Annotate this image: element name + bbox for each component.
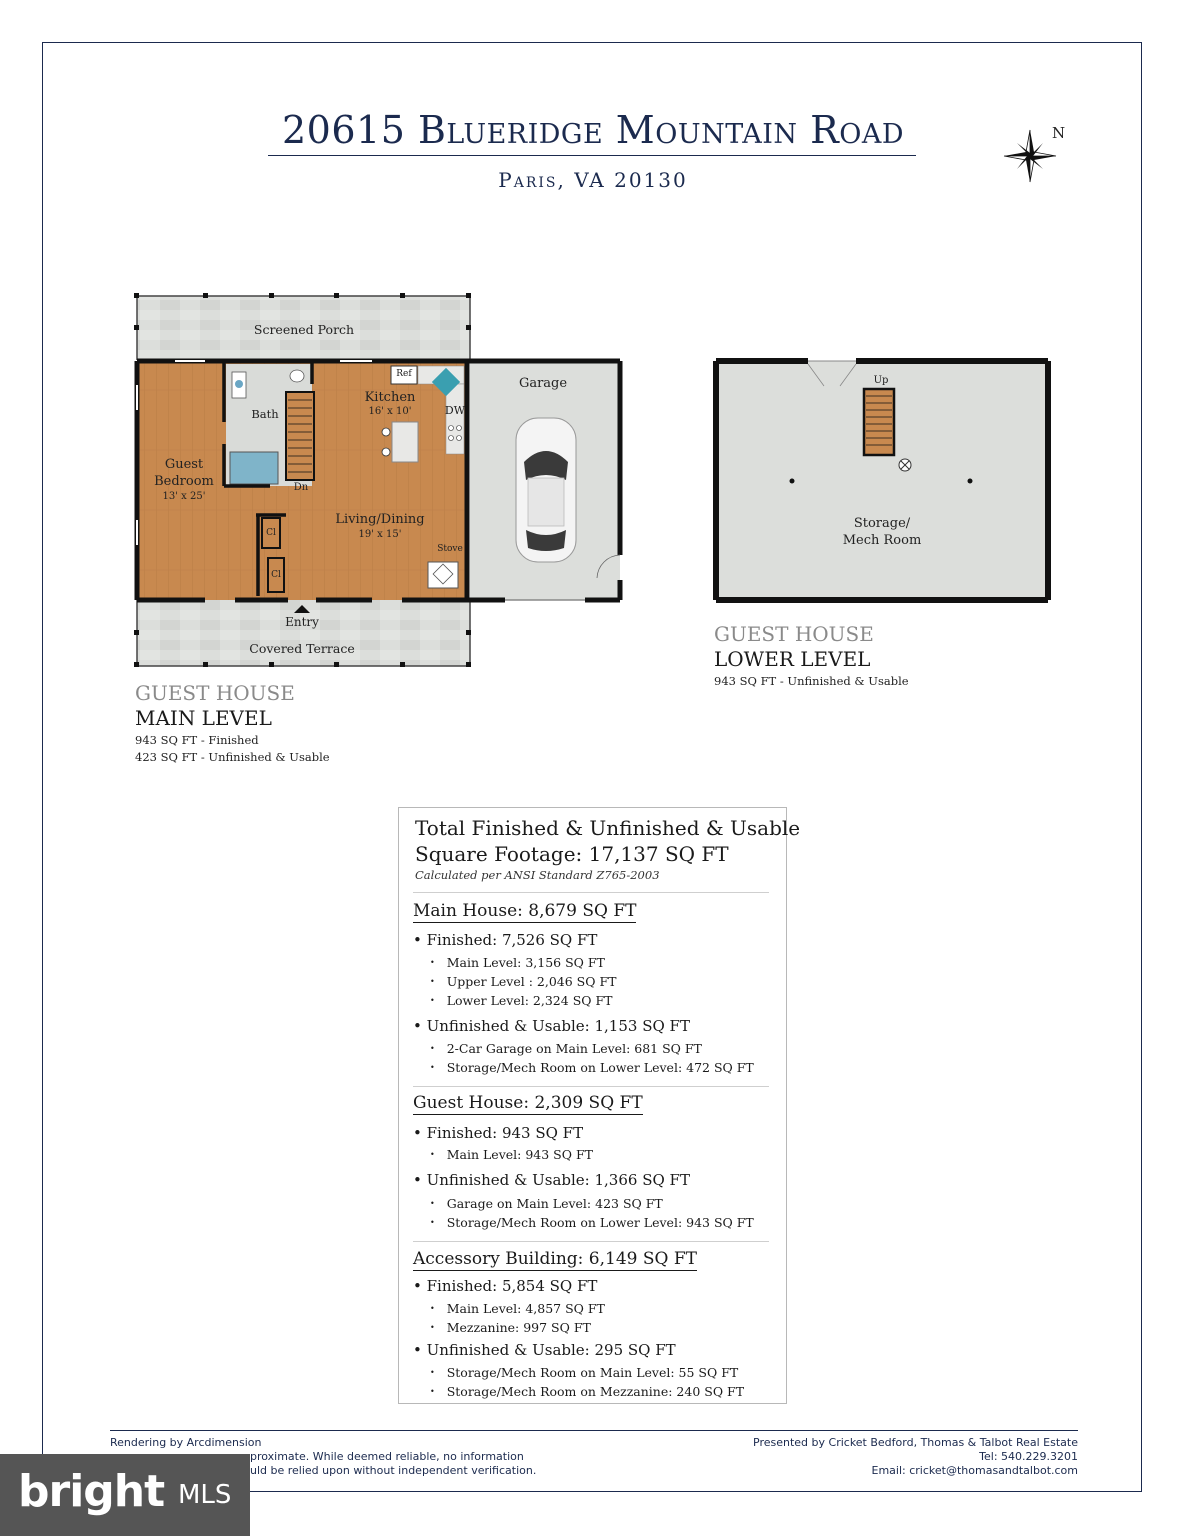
main-level-detail-2: 423 SQ FT - Unfinished & Usable (135, 750, 330, 764)
accessory-unfinished: • Unfinished & Usable: 295 SQ FT (413, 1341, 676, 1359)
page-title: 20615 Blueridge Mountain Road (281, 108, 905, 152)
main-level-detail-1: 943 SQ FT - Finished (135, 733, 259, 747)
label-living-dining: Living/Dining (335, 512, 425, 527)
lower-level-detail-1: 943 SQ FT - Unfinished & Usable (714, 674, 909, 688)
summary-divider-2 (413, 1086, 769, 1087)
guest-house-finished-item: • Main Level: 943 SQ FT (430, 1147, 593, 1162)
summary-divider-3 (413, 1241, 769, 1242)
label-closet-2: Cl (271, 570, 281, 580)
footer-email: Email: cricket@thomasandtalbot.com (871, 1464, 1078, 1477)
lower-level-caption-level: LOWER LEVEL (714, 647, 871, 671)
label-ref: Ref (396, 369, 412, 379)
summary-heading-2: Square Footage: 17,137 SQ FT (415, 842, 729, 866)
footer-rule (110, 1430, 1078, 1431)
guest-house-title: Guest House: 2,309 SQ FT (413, 1093, 643, 1113)
guest-house-unfinished: • Unfinished & Usable: 1,366 SQ FT (413, 1171, 690, 1189)
label-living-dining-dims: 19' x 15' (358, 529, 402, 540)
accessory-title: Accessory Building: 6,149 SQ FT (413, 1249, 697, 1269)
label-up: Up (873, 375, 889, 386)
summary-heading-1: Total Finished & Unfinished & Usable (415, 816, 801, 840)
guest-house-unfinished-item: • Garage on Main Level: 423 SQ FT (430, 1196, 663, 1211)
accessory-unfinished-item: • Storage/Mech Room on Mezzanine: 240 SQ FT (430, 1384, 744, 1399)
lower-level-caption-house: GUEST HOUSE (714, 622, 874, 646)
label-dw: DW (444, 404, 466, 417)
label-guest-bedroom-2: Bedroom (154, 474, 214, 489)
label-stove: Stove (437, 544, 463, 554)
accessory-finished-item: • Main Level: 4,857 SQ FT (430, 1301, 605, 1316)
main-house-unfinished-item: • 2-Car Garage on Main Level: 681 SQ FT (430, 1041, 702, 1056)
footer-presenter: Presented by Cricket Bedford, Thomas & Talbot Real Estate (753, 1436, 1078, 1449)
guest-house-finished: • Finished: 943 SQ FT (413, 1124, 584, 1142)
label-guest-bedroom-1: Guest (164, 457, 204, 472)
label-screened-porch: Screened Porch (253, 322, 355, 337)
summary-note: Calculated per ANSI Standard Z765-2003 (415, 868, 660, 882)
footer-rendering-credit: Rendering by Arcdimension (110, 1436, 262, 1449)
label-kitchen-dims: 16' x 10' (368, 406, 412, 417)
main-house-finished: • Finished: 7,526 SQ FT (413, 931, 598, 949)
summary-divider-1 (413, 892, 769, 893)
label-storage-2: Mech Room (842, 533, 922, 548)
main-house-finished-item: • Upper Level : 2,046 SQ FT (430, 974, 616, 989)
label-guest-bedroom-dims: 13' x 25' (162, 491, 206, 502)
accessory-finished: • Finished: 5,854 SQ FT (413, 1277, 598, 1295)
label-storage-1: Storage/ (853, 516, 911, 531)
bright-mls-text: MLS (178, 1480, 232, 1510)
main-house-finished-item: • Lower Level: 2,324 SQ FT (430, 993, 612, 1008)
main-house-title: Main House: 8,679 SQ FT (413, 901, 637, 921)
main-house-finished-item: • Main Level: 3,156 SQ FT (430, 955, 605, 970)
label-closet-1: Cl (266, 528, 276, 538)
main-level-caption-house: GUEST HOUSE (135, 681, 295, 705)
footer-disclaimer-2: uld be relied upon without independent verification. (250, 1464, 537, 1477)
label-garage: Garage (518, 376, 568, 391)
footer-disclaimer-1: proximate. While deemed reliable, no information (250, 1450, 524, 1463)
accessory-unfinished-item: • Storage/Mech Room on Main Level: 55 SQ FT (430, 1365, 738, 1380)
label-dn: Dn (293, 482, 309, 493)
page-subtitle: Paris, VA 20130 (498, 168, 688, 192)
label-bath: Bath (251, 407, 279, 421)
label-entry: Entry (285, 615, 319, 629)
footer-phone: Tel: 540.229.3201 (979, 1450, 1078, 1463)
main-house-unfinished-item: • Storage/Mech Room on Lower Level: 472 SQ FT (430, 1060, 754, 1075)
label-kitchen: Kitchen (364, 390, 416, 405)
main-house-unfinished: • Unfinished & Usable: 1,153 SQ FT (413, 1017, 690, 1035)
guest-house-unfinished-item: • Storage/Mech Room on Lower Level: 943 SQ FT (430, 1215, 754, 1230)
main-level-caption-level: MAIN LEVEL (135, 706, 272, 730)
label-covered-terrace: Covered Terrace (249, 641, 355, 656)
bright-logo-text: bright (18, 1466, 165, 1517)
accessory-finished-item: • Mezzanine: 997 SQ FT (430, 1320, 591, 1335)
north-label: N (1052, 124, 1066, 142)
